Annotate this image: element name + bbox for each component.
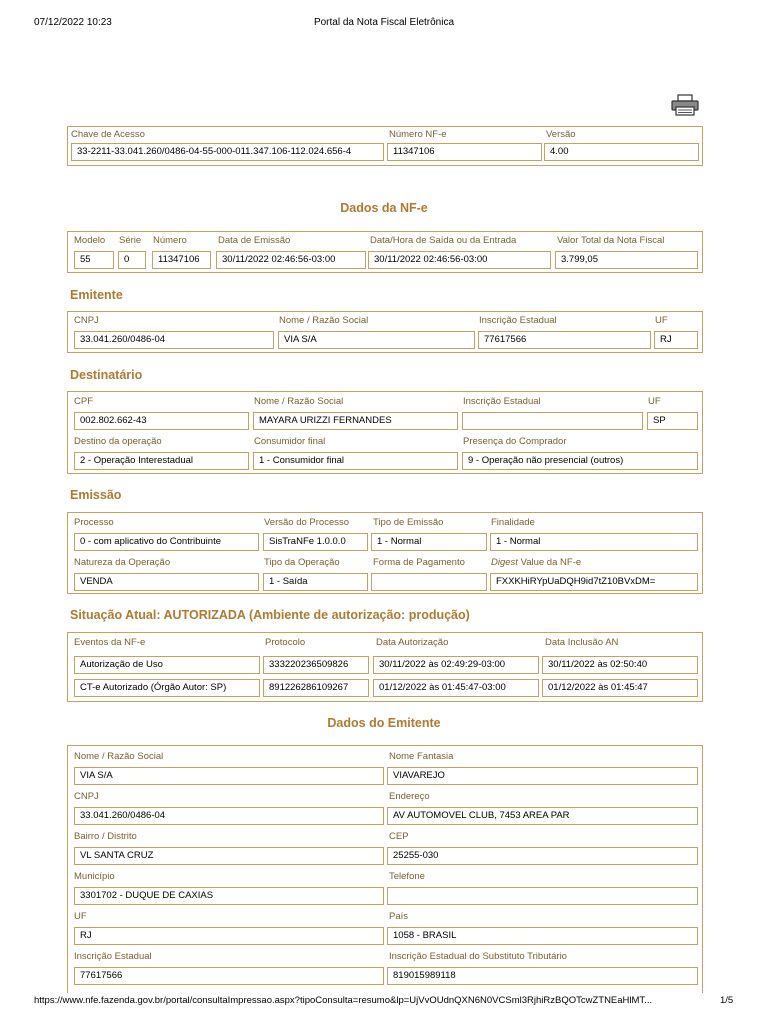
de-bairro-label: Bairro / Distrito	[74, 831, 137, 842]
eventos-label: Eventos da NF-e	[74, 637, 146, 648]
emitente-nome-label: Nome / Razão Social	[279, 315, 369, 326]
emitente-ie-value: 77617566	[478, 331, 651, 349]
destino-label: Destino da operação	[74, 436, 162, 447]
de-uf-label: UF	[74, 911, 87, 922]
situacao-section	[67, 632, 703, 702]
digest-label-em: Digest	[491, 557, 518, 568]
emissao-section	[67, 512, 703, 594]
dest-ie-label: Inscrição Estadual	[463, 396, 541, 407]
emissao-value: 30/11/2022 02:46:56-03:00	[216, 251, 366, 269]
versao-processo-value: SisTraNFe 1.0.0.0	[263, 533, 368, 551]
natureza-value: VENDA	[74, 573, 259, 591]
serie-label: Série	[119, 235, 142, 246]
data-inclusao-label: Data Inclusão AN	[545, 637, 619, 648]
dados-emitente-section	[67, 745, 703, 993]
pagamento-label: Forma de Pagamento	[373, 557, 465, 568]
inclusao-row-1: 30/11/2022 às 02:50:40	[542, 656, 698, 674]
dest-uf-value: SP	[647, 412, 698, 430]
tipo-operacao-label: Tipo da Operação	[264, 557, 340, 568]
de-telefone-value	[387, 887, 698, 905]
processo-value: 0 - com aplicativo do Contribuinte	[74, 533, 259, 551]
evento-row-1: Autorização de Uso	[74, 656, 260, 674]
natureza-label: Natureza da Operação	[74, 557, 171, 568]
chave-label: Chave de Acesso	[71, 129, 145, 140]
de-nome-label: Nome / Razão Social	[74, 751, 164, 762]
numero-label: Número	[153, 235, 187, 246]
tipo-operacao-value: 1 - Saída	[263, 573, 368, 591]
valor-value: 3.799,05	[555, 251, 698, 269]
emitente-uf-label: UF	[655, 315, 668, 326]
situacao-title: Situação Atual: AUTORIZADA (Ambiente de autorização: produção)	[70, 608, 470, 622]
de-cnpj-value: 33.041.260/0486-04	[74, 807, 384, 825]
chave-section	[67, 126, 703, 166]
printer-icon[interactable]	[670, 94, 700, 116]
autorizacao-row-2: 01/12/2022 às 01:45:47-03:00	[373, 679, 539, 697]
de-telefone-label: Telefone	[389, 871, 425, 882]
dest-cpf-value: 002.802.662-43	[74, 412, 249, 430]
finalidade-label: Finalidade	[491, 517, 535, 528]
finalidade-value: 1 - Normal	[490, 533, 698, 551]
saida-value: 30/11/2022 02:46:56-03:00	[368, 251, 551, 269]
dest-nome-label: Nome / Razão Social	[254, 396, 344, 407]
inclusao-row-2: 01/12/2022 às 01:45:47	[542, 679, 698, 697]
de-uf-value: RJ	[74, 927, 384, 945]
de-bairro-value: VL SANTA CRUZ	[74, 847, 384, 865]
de-cep-label: CEP	[389, 831, 409, 842]
emitente-title: Emitente	[70, 288, 123, 302]
de-municipio-value: 3301702 - DUQUE DE CAXIAS	[74, 887, 384, 905]
numero-nfe-value: 11347106	[387, 143, 542, 161]
versao-label: Versão	[546, 129, 576, 140]
de-pais-value: 1058 - BRASIL	[387, 927, 698, 945]
versao-processo-label: Versão do Processo	[264, 517, 350, 528]
dados-nfe-section	[67, 231, 703, 273]
dest-nome-value: MAYARA URIZZI FERNANDES	[253, 412, 458, 430]
footer-page: 1/5	[720, 995, 734, 1006]
digest-value: FXXKHiRYpUaDQH9id7tZ10BVxDM=	[490, 573, 698, 591]
serie-value: 0	[118, 251, 146, 269]
digest-label-rest: Value da NF-e	[517, 557, 582, 568]
emissao-label: Data de Emissão	[218, 235, 291, 246]
de-ie-value: 77617566	[74, 967, 384, 985]
de-endereco-value: AV AUTOMOVEL CLUB, 7453 AREA PAR	[387, 807, 698, 825]
dest-ie-value	[462, 412, 643, 430]
tipo-emissao-value: 1 - Normal	[371, 533, 487, 551]
data-autorizacao-label: Data Autorização	[376, 637, 449, 648]
pagamento-value	[371, 573, 487, 591]
de-fantasia-label: Nome Fantasia	[389, 751, 454, 762]
emitente-cnpj-value: 33.041.260/0486-04	[74, 331, 274, 349]
de-cnpj-label: CNPJ	[74, 791, 99, 802]
dados-emitente-title: Dados do Emitente	[327, 716, 441, 730]
chave-value: 33-2211-33.041.260/0486-04-55-000-011.347.106-112.024.656-4	[71, 143, 384, 161]
de-iest-value: 819015989118	[387, 967, 698, 985]
footer-url[interactable]: https://www.nfe.fazenda.gov.br/portal/consultaImpressao.aspx?tipoConsulta=resumo&lp=UjVvOUdnQXN6N0VCSml3RjhiRzBQOTcwZTNEaHlMT...	[34, 995, 653, 1006]
autorizacao-row-1: 30/11/2022 às 02:49:29-03:00	[373, 656, 539, 674]
emissao-title: Emissão	[70, 488, 122, 502]
protocolo-row-2: 891226286109267	[263, 679, 369, 697]
de-fantasia-value: VIAVAREJO	[387, 767, 698, 785]
numero-value: 11347106	[152, 251, 211, 269]
presenca-label: Presença do Comprador	[463, 436, 567, 447]
destinatario-section	[67, 391, 703, 474]
evento-row-2: CT-e Autorizado (Órgão Autor: SP)	[74, 679, 260, 697]
consumidor-label: Consumidor final	[254, 436, 326, 447]
numero-nfe-label: Número NF-e	[389, 129, 447, 140]
modelo-value: 55	[74, 251, 114, 269]
protocolo-row-1: 333220236509826	[263, 656, 369, 674]
dados-nfe-title: Dados da NF-e	[340, 201, 428, 215]
header-title: Portal da Nota Fiscal Eletrônica	[313, 17, 455, 28]
de-ie-label: Inscrição Estadual	[74, 951, 152, 962]
versao-value: 4.00	[544, 143, 699, 161]
de-nome-value: VIA S/A	[74, 767, 384, 785]
digest-label	[491, 557, 581, 568]
de-iest-label: Inscrição Estadual do Substituto Tributário	[389, 951, 567, 962]
emitente-nome-value: VIA S/A	[278, 331, 475, 349]
dest-cpf-label: CPF	[74, 396, 93, 407]
presenca-value: 9 - Operação não presencial (outros)	[462, 452, 698, 470]
emitente-cnpj-label: CNPJ	[74, 315, 99, 326]
destinatario-title: Destinatário	[70, 368, 143, 382]
emitente-ie-label: Inscrição Estadual	[479, 315, 557, 326]
modelo-label: Modelo	[74, 235, 106, 246]
emitente-uf-value: RJ	[654, 331, 698, 349]
dest-uf-label: UF	[648, 396, 661, 407]
saida-label: Data/Hora de Saída ou da Entrada	[370, 235, 517, 246]
de-endereco-label: Endereço	[389, 791, 430, 802]
emitente-section	[67, 311, 703, 353]
tipo-emissao-label: Tipo de Emissão	[373, 517, 444, 528]
processo-label: Processo	[74, 517, 114, 528]
protocolo-label: Protocolo	[265, 637, 306, 648]
de-cep-value: 25255-030	[387, 847, 698, 865]
header-datetime: 07/12/2022 10:23	[34, 17, 112, 28]
consumidor-value: 1 - Consumidor final	[253, 452, 458, 470]
de-municipio-label: Município	[74, 871, 115, 882]
valor-label: Valor Total da Nota Fiscal	[557, 235, 665, 246]
destino-value: 2 - Operação Interestadual	[74, 452, 249, 470]
de-pais-label: País	[389, 911, 409, 922]
